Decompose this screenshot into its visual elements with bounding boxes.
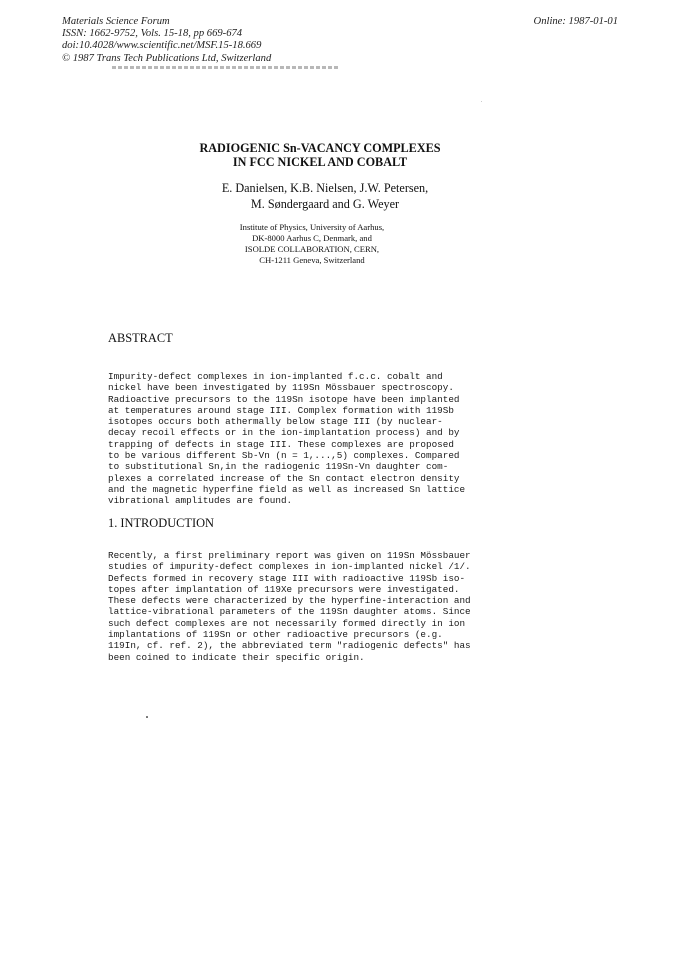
abstract-line: and the magnetic hyperfine field as well as increased Sn lattice [108, 483, 466, 495]
introduction-line: lattice-vibrational parameters of the 119Sn daughter atoms. Since [108, 606, 471, 618]
abstract-line: Impurity-defect complexes in ion-implanted f.c.c. cobalt and [108, 371, 443, 382]
abstract-line: nickel have been investigated by 119Sn Mössbauer spectroscopy. [108, 382, 454, 394]
journal-name: Materials Science Forum [62, 16, 170, 27]
authors-line-2: M. Søndergaard and G. Weyer [250, 196, 400, 211]
abstract-line: trapping of defects in stage III. These complexes are proposed [108, 438, 454, 450]
introduction-body [108, 550, 548, 663]
online-date: Online: 1987-01-01 [533, 16, 618, 27]
author-list [0, 181, 650, 212]
abstract-line: vibrational amplitudes are found. [108, 495, 293, 507]
title-line-2: IN FCC NICKEL AND COBALT [232, 155, 408, 169]
affiliation-line-3: ISOLDE COLLABORATION, CERN, [244, 244, 380, 254]
copyright-line: © 1987 Trans Tech Publications Ltd, Switzerland [62, 52, 272, 64]
abstract-line: decay recoil effects or in the ion-implantation process) and by [108, 427, 460, 439]
introduction-heading: 1. INTRODUCTION [108, 516, 214, 530]
title-line-1: RADIOGENIC Sn-VACANCY COMPLEXES [199, 141, 441, 155]
introduction-line: 119In, cf. ref. 2), the abbreviated term "radiogenic defects" has [108, 640, 471, 652]
introduction-line: These defects were characterized by the hyperfine-interaction and [108, 595, 471, 607]
introduction-line: such defect complexes are not necessarily formed directly in ion [108, 617, 466, 629]
doi-line[interactable]: doi:10.4028/www.scientific.net/MSF.15-18.669 [62, 40, 262, 52]
abstract-body [108, 371, 548, 507]
affiliation-line-4: CH-1211 Geneva, Switzerland [259, 255, 365, 265]
abstract-heading: ABSTRACT [108, 331, 173, 345]
introduction-line: Recently, a first preliminary report was given on 119Sn Mössbauer [108, 550, 471, 561]
faded-copyright-strip [112, 66, 338, 69]
abstract-line: to be various different Sb-Vn (n = 1,...,5) complexes. Compared [108, 450, 460, 462]
issn-line: ISSN: 1662-9752, Vols. 15-18, pp 669-674 [62, 28, 243, 40]
abstract-line: plexes a correlated increase of the Sn contact electron density [108, 472, 460, 484]
affiliation-line-2: DK-8000 Aarhus C, Denmark, and [252, 233, 372, 243]
introduction-line: implantations of 119Sn or other radioactive precursors (e.g. [108, 629, 443, 641]
introduction-line: studies of impurity-defect complexes in ion-implanted nickel /1/. [108, 561, 471, 573]
abstract-line: isotopes occurs both athermally below stage III (by nuclear- [108, 416, 443, 428]
introduction-line: Defects formed in recovery stage III with radioactive 119Sb iso- [108, 572, 466, 584]
scan-speck [481, 101, 482, 102]
introduction-line: been coined to indicate their specific origin. [108, 651, 365, 663]
abstract-line: Radioactive precursors to the 119Sn isotope have been implanted [108, 393, 460, 405]
publication-header [62, 16, 271, 65]
abstract-line: to substitutional Sn,in the radiogenic 119Sn-Vn daughter com- [108, 461, 449, 473]
abstract-line: at temperatures around stage III. Complex formation with 119Sb [108, 404, 454, 416]
authors-line-1: E. Danielsen, K.B. Nielsen, J.W. Petersen, [221, 181, 429, 195]
affiliation-line-1: Institute of Physics, University of Aarhus, [239, 222, 385, 232]
affiliation [0, 222, 624, 266]
introduction-line: topes after implantation of 119Xe precursors were investigated. [108, 583, 460, 595]
scan-speck [146, 716, 148, 718]
paper-title [0, 141, 640, 169]
